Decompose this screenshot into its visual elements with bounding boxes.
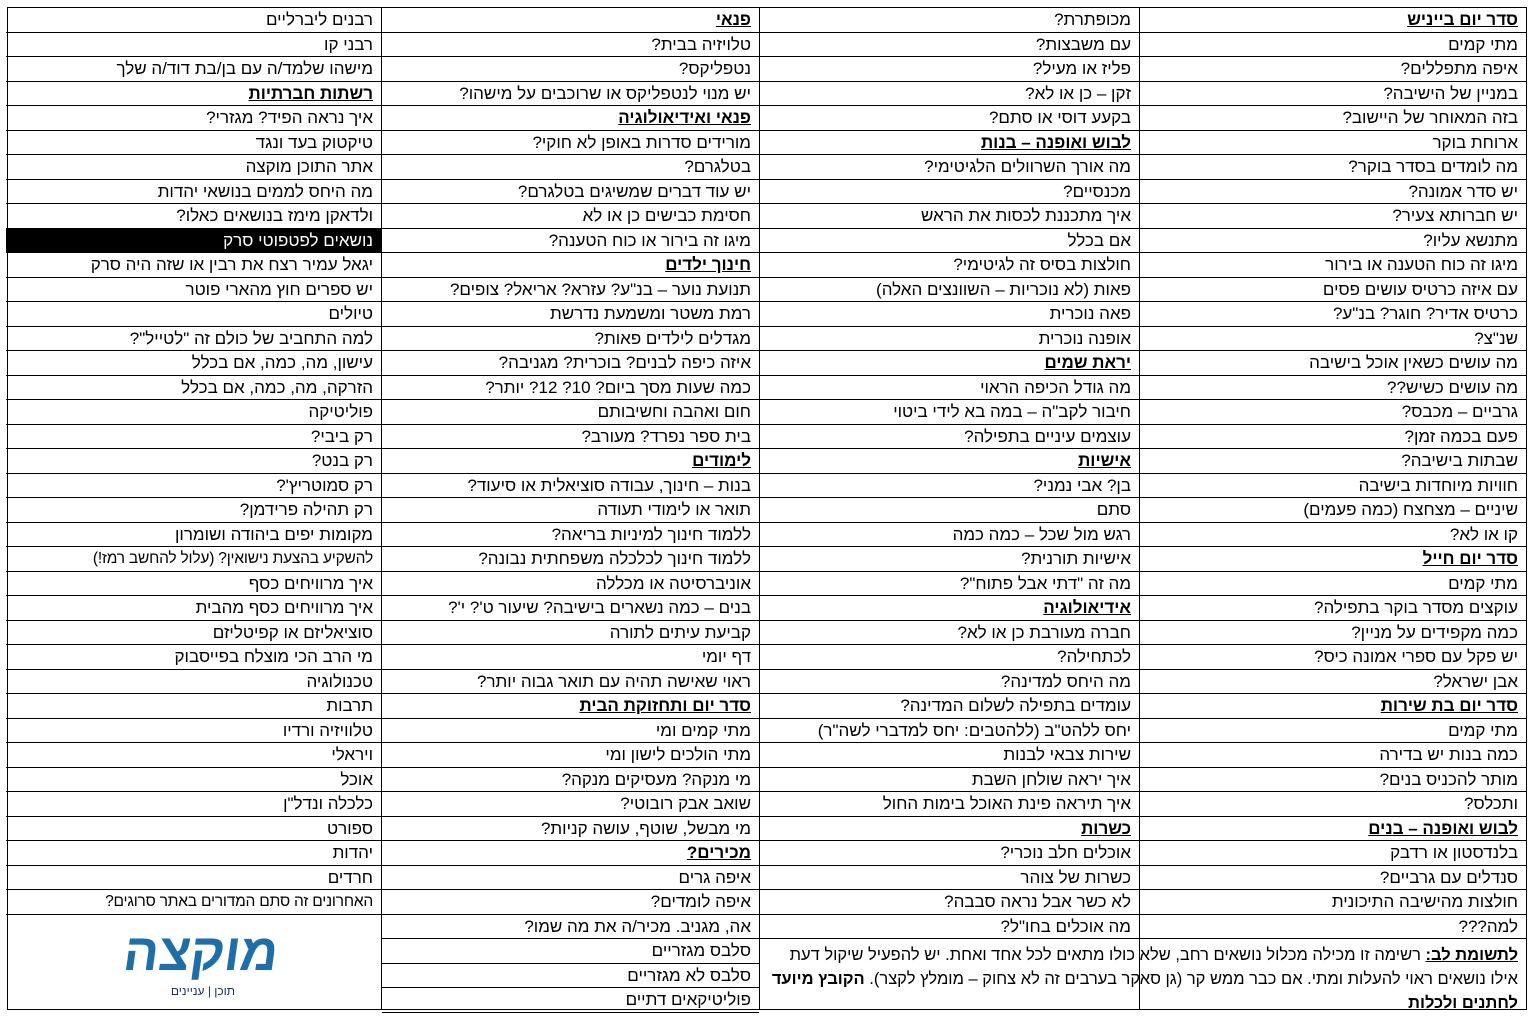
topic-cell: יש מנוי לנטפליקס או שרוכבים על מישהו? (382, 82, 759, 107)
topic-cell: תואר או לימודי תעודה (382, 498, 759, 523)
section-heading: לבוש ואופנה – בנים (1140, 817, 1526, 842)
topic-cell: מישהו שלמד/ה עם בן/בת דוד/ה שלך (6, 57, 381, 82)
section-heading: לימודים (382, 449, 759, 474)
topic-cell: חום ואהבה וחשיבותם (382, 400, 759, 425)
topic-cell: איך יראה שולחן השבת (760, 768, 1139, 793)
logo-cell (8, 914, 384, 1009)
topic-cell: הזרקה, מה, כמה, אם בכלל (6, 376, 381, 401)
topic-cell: טיולים (6, 302, 381, 327)
topic-cell: רגש מול שכל – כמה כמה (760, 523, 1139, 548)
topic-cell: אם בכלל (760, 229, 1139, 254)
topic-cell: מה עושים כשאין אוכל בישיבה (1140, 351, 1526, 376)
topic-cell: מכופתרת? (760, 8, 1139, 33)
topic-cell: מתי קמים (1140, 572, 1526, 597)
topic-cell: טכנולוגיה (6, 670, 381, 695)
topic-cell: מכנסיים? (760, 180, 1139, 205)
topic-cell: חולצות בסיס זה לגיטימי? (760, 253, 1139, 278)
topic-cell: חולצות מהישיבה התיכונית (1140, 890, 1526, 915)
topic-cell: רק בנט? (6, 449, 381, 474)
note-tail: הקובץ מיועד לחתנים ולכלות (771, 970, 1518, 1012)
section-heading: סדר יום בת שירות (1140, 694, 1526, 719)
topic-cell: ויראלי (6, 743, 381, 768)
topic-cell: חברה מעורבת כן או לא? (760, 621, 1139, 646)
topic-cell: איזה כיפה לבנים? בוכרית? מגניבה? (382, 351, 759, 376)
section-banner: נושאים לפטפוטי סרק (6, 229, 381, 254)
topic-cell: מי הרב הכי מוצלח בפייסבוק (6, 645, 381, 670)
section-heading: יראת שמים (760, 351, 1139, 376)
topic-cell: חוויות מיוחדות בישיבה (1140, 474, 1526, 499)
column-4 (6, 8, 382, 1009)
topic-cell: מורידים סדרות באופן לא חוקי? (382, 131, 759, 156)
topic-cell: מי מבשל, שוטף, עושה קניות? (382, 817, 759, 842)
topic-cell: שירות צבאי לבנות (760, 743, 1139, 768)
topic-cell: כשרות של צוהר (760, 866, 1139, 891)
note-body: רשימה זו מכילה מכלול נושאים רחב, שלא כולו מתאים לכל אחד ואחת. יש להפעיל שיקול דעת אילו נושאים ראוי להעלות ומתי. אם כבר ממש קר (גן סאקר בערבים זה לא צחוק – מומלץ לקצר). (789, 946, 1518, 988)
topic-cell: אה, מגניב. מכיר/ה את מה שמו? (382, 915, 759, 940)
topic-cell: מתנשא עליו? (1140, 229, 1526, 254)
topic-cell: פעם בכמה זמן? (1140, 425, 1526, 450)
topic-cell: רבנים ליברליים (6, 8, 381, 33)
topic-cell: יש עוד דברים שמשיגים בטלגרם? (382, 180, 759, 205)
topic-cell: יש פקל עם ספרי אמונה כיס? (1140, 645, 1526, 670)
logo-wordmark: מוקצה (119, 924, 283, 982)
section-heading: מכירים? (382, 841, 759, 866)
topic-cell: סלבס לא מגזריים (382, 964, 759, 989)
section-heading: רשתות חברתיות (6, 82, 381, 107)
topic-cell: מה אורך השרוולים הלגיטימי? (760, 155, 1139, 180)
topic-cell: בית ספר נפרד? מעורב? (382, 425, 759, 450)
topic-cell: במניין של הישיבה? (1140, 82, 1526, 107)
topic-cell: גרביים – מכבס? (1140, 400, 1526, 425)
topic-cell: מה היחס למדינה? (760, 670, 1139, 695)
section-heading: סדר יום חייל (1140, 547, 1526, 572)
topic-cell: טלויזיה בבית? (382, 33, 759, 58)
topic-cell: טיקטוק בעד ונגד (6, 131, 381, 156)
topic-cell: סנדלים עם גרביים? (1140, 866, 1526, 891)
topic-cell: ספורט (6, 817, 381, 842)
topic-cell: פאות (לא נוכריות – השוונצים האלה) (760, 278, 1139, 303)
topic-cell: תנועת נוער – בנ"ע? עזרא? אריאל? צופים? (382, 278, 759, 303)
topic-cell: עומדים בתפילה לשלום המדינה? (760, 694, 1139, 719)
attention-note (760, 939, 1526, 1012)
topic-cell: רק תהילה פרידמן? (6, 498, 381, 523)
section-heading: סדר יום בייניש (1140, 8, 1526, 33)
topic-cell: דף יומי (382, 645, 759, 670)
topic-cell: מותר להכניס בנים? (1140, 768, 1526, 793)
topic-cell: מה גודל הכיפה הראוי (760, 376, 1139, 401)
topic-cell: איפה לומדים? (382, 890, 759, 915)
topic-cell: רק סמוטריץ'? (6, 474, 381, 499)
column-3 (382, 8, 760, 1009)
topic-cell: אופנה נוכרית (760, 327, 1139, 352)
topic-cell: בנים – כמה נשארים בישיבה? שיעור ט'? י'? (382, 596, 759, 621)
topic-cell: רבני קו (6, 33, 381, 58)
topic-cell: בלנדסטון או רדבק (1140, 841, 1526, 866)
section-heading: כשרות (760, 817, 1139, 842)
topic-cell: עישון, מה, כמה, אם בכלל (6, 351, 381, 376)
topic-cell: כלכלה ונדל"ן (6, 792, 381, 817)
topic-cell: מקומות יפים ביהודה ושומרון (6, 523, 381, 548)
topic-cell: איפה גרים (382, 866, 759, 891)
topic-cell: טלוויזיה ורדיו (6, 719, 381, 744)
topic-cell: עוקצים מסדר בוקר בתפילה? (1140, 596, 1526, 621)
topic-cell: אתר התוכן מוקצה (6, 155, 381, 180)
topic-cell: להשקיע בהצעת נישואין? (עלול להחשב רמז!) (6, 547, 381, 572)
topic-cell: איך תיראה פינת האוכל בימות החול (760, 792, 1139, 817)
topic-cell: סוציאליזם או קפיטליזם (6, 621, 381, 646)
topic-cell: נטפליקס? (382, 57, 759, 82)
topic-cell: סתם (760, 498, 1139, 523)
topic-cell: בנות – חינוך, עבודה סוציאלית או סיעוד? (382, 474, 759, 499)
topic-cell: מגדלים לילדים פאות? (382, 327, 759, 352)
topic-cell: תרבות (6, 694, 381, 719)
topic-cell: רמת משטר ומשמעת נדרשת (382, 302, 759, 327)
topic-cell: יחס ללהט"ב (ללהטבים: יחס למדברי לשה"ר) (760, 719, 1139, 744)
topic-cell: ולדאקן מימז בנושאים כאלו? (6, 204, 381, 229)
logo-subtitle: תוכן | עניינים (170, 984, 236, 998)
topic-cell: בזה המאוחר של היישוב? (1140, 106, 1526, 131)
topic-cell: שנ"צ? (1140, 327, 1526, 352)
mukze-logo (119, 918, 283, 1013)
topic-cell: קו או לא? (1140, 523, 1526, 548)
column-2 (760, 8, 1140, 1009)
topic-cell: איך מרוויחים כסף מהבית (6, 596, 381, 621)
topic-cell: עם איזה כרטיס עושים פסים (1140, 278, 1526, 303)
topic-cell: מה זה "דתי אבל פתוח"? (760, 572, 1139, 597)
topic-cell: כמה מקפידים על מניין? (1140, 621, 1526, 646)
topic-cell: כמה שעות מסך ביום? 10? 12? יותר? (382, 376, 759, 401)
topic-cell: מתי קמים (1140, 719, 1526, 744)
topic-cell: שבתות בישיבה? (1140, 449, 1526, 474)
topic-cell: ללמוד חינוך למיניות בריאה? (382, 523, 759, 548)
topic-cell: בקעע דוסי או סתם? (760, 106, 1139, 131)
topic-cell: פוליטיקאים דתיים (382, 988, 759, 1013)
section-heading: אידיאולוגיה (760, 596, 1139, 621)
topic-cell: שואב אבק רובוטי? (382, 792, 759, 817)
topic-cell: מה עושים כשיש?? (1140, 376, 1526, 401)
topic-cell: ראוי שאישה תהיה עם תואר גבוה יותר? (382, 670, 759, 695)
topic-cell: חיבור לקב"ה – במה בא לידי ביטוי (760, 400, 1139, 425)
topic-cell: פליז או מעיל? (760, 57, 1139, 82)
topic-cell: למה התחביב של כולם זה "לטייל"? (6, 327, 381, 352)
topic-cell: האחרונים זה סתם המדורים באתר סרוגים? (6, 890, 381, 915)
topic-cell: יהדות (6, 841, 381, 866)
topic-cell: יש סדר אמונה? (1140, 180, 1526, 205)
topic-cell: אישיות תורנית? (760, 547, 1139, 572)
topic-cell: זקן – כן או לא? (760, 82, 1139, 107)
topic-cell: מה לומדים בסדר בוקר? (1140, 155, 1526, 180)
topic-cell: כרטיס אדיר? חוגר? בנ"ע? (1140, 302, 1526, 327)
topics-sheet (7, 7, 1527, 1010)
topic-cell: יש ספרים חוץ מהארי פוטר (6, 278, 381, 303)
topic-cell: לא כשר אבל נראה סבבה? (760, 890, 1139, 915)
topic-cell: יש חברותא צעיר? (1140, 204, 1526, 229)
topic-cell: עם משבצות? (760, 33, 1139, 58)
column-1 (1140, 8, 1526, 1009)
topic-cell: עוצמים עיניים בתפילה? (760, 425, 1139, 450)
topic-cell: איך נראה הפיד? מגזרי? (6, 106, 381, 131)
topic-cell: מה היחס לממים בנושאי יהדות (6, 180, 381, 205)
topic-cell: למה??? (1140, 915, 1526, 940)
topic-cell: מי מנקה? מעסיקים מנקה? (382, 768, 759, 793)
topic-cell: כמה בנות יש בדירה (1140, 743, 1526, 768)
topic-cell: קביעת עיתים לתורה (382, 621, 759, 646)
topic-cell: אוכל (6, 768, 381, 793)
topic-cell: איפה מתפללים? (1140, 57, 1526, 82)
topic-cell: מה אוכלים בחו"ל? (760, 915, 1139, 940)
topic-cell: מתי קמים (1140, 33, 1526, 58)
topic-cell: איך מתכננת לכסות את הראש (760, 204, 1139, 229)
section-heading: סדר יום ותחזוקת הבית (382, 694, 759, 719)
section-heading: פנאי ואידיאולוגיה (382, 106, 759, 131)
topic-cell: מתי קמים ומי (382, 719, 759, 744)
section-heading: חינוך ילדים (382, 253, 759, 278)
topic-cell: ללמוד חינוך לכלכלה משפחתית נבונה? (382, 547, 759, 572)
topic-cell: סלבס מגזריים (382, 939, 759, 964)
note-lead: לתשומת לב: (1425, 946, 1518, 964)
section-heading: לבוש ואופנה – בנות (760, 131, 1139, 156)
section-heading: אישיות (760, 449, 1139, 474)
topic-cell: שיניים – מצחצח (כמה פעמים) (1140, 498, 1526, 523)
topic-cell: ותכלס? (1140, 792, 1526, 817)
topic-cell: אבן ישראל? (1140, 670, 1526, 695)
topic-cell: מיגו זה בירור או כוח הטענה? (382, 229, 759, 254)
topic-cell: איך מרוויחים כסף (6, 572, 381, 597)
topic-cell: אוכלים חלב נוכרי? (760, 841, 1139, 866)
topic-cell: בן? אבי נמני? (760, 474, 1139, 499)
topic-cell: ארוחת בוקר (1140, 131, 1526, 156)
topic-cell: חרדים (6, 866, 381, 891)
topic-cell: פאה נוכרית (760, 302, 1139, 327)
topic-cell: לכתחילה? (760, 645, 1139, 670)
topic-cell: אוניברסיטה או מכללה (382, 572, 759, 597)
topic-cell: רק ביבי? (6, 425, 381, 450)
topic-cell: חסימת כבישים כן או לא (382, 204, 759, 229)
topic-cell: מיגו זה כוח הטענה או בירור (1140, 253, 1526, 278)
topic-cell: יגאל עמיר רצח את רבין או שזה היה סרק (6, 253, 381, 278)
topic-cell: פוליטיקה (6, 400, 381, 425)
topic-cell: בטלגרם? (382, 155, 759, 180)
section-heading: פנאי (382, 8, 759, 33)
topic-cell: מתי הולכים לישון ומי (382, 743, 759, 768)
